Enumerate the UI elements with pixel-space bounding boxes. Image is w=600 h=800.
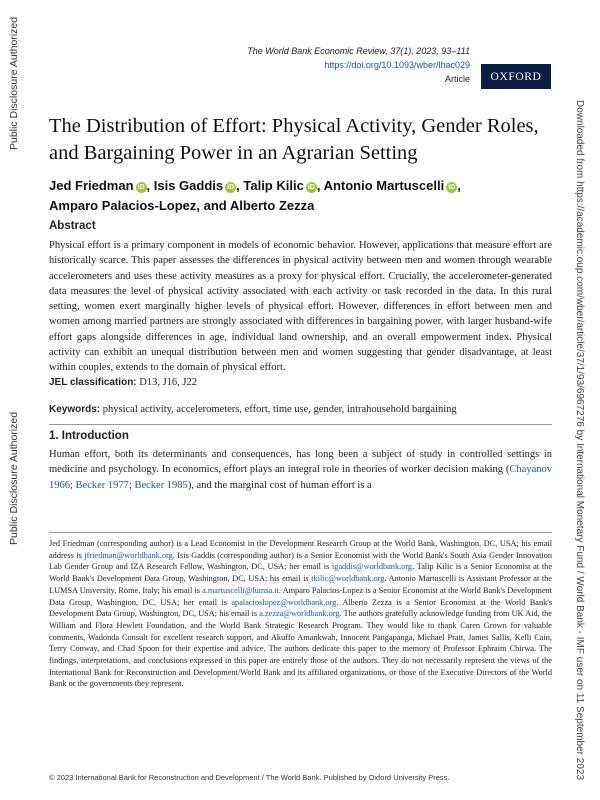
author-list: Jed Friedman iD , Isis Gaddis iD , Talip Kilic iD , Antonio Martuscelli iD , Amparo Palacios-Lopez, and Alberto Zezza bbox=[49, 178, 461, 213]
section-heading: 1. Introduction bbox=[49, 430, 129, 442]
doi-link[interactable]: https://doi.org/10.1093/wber/lhac029 bbox=[324, 60, 470, 70]
email-link[interactable]: a.zezza@worldbank.org bbox=[259, 609, 340, 619]
journal-citation: The World Bank Economic Review, 37(1), 2023, 93–111 bbox=[247, 46, 470, 56]
footnote-text: . Talip Kilic is a Senior Economist at the World Bank's Development Data Group, Washington, DC, USA; his email is bbox=[49, 562, 552, 584]
author-name: Jed Friedman bbox=[49, 178, 134, 193]
email-link[interactable]: a.martuscelli@lumsa.it bbox=[202, 585, 279, 595]
download-notice: Downloaded from https://academic.oup.com/wber/article/37/1/93/6967276 by International Monetary Fund / World Bank - IMF user on 11 September 2023 bbox=[574, 100, 585, 780]
citation-link[interactable]: Becker 1977 bbox=[75, 479, 129, 491]
copyright-notice: © 2023 International Bank for Reconstruction and Development / The World Bank. Published by Oxford University Press. bbox=[49, 773, 450, 782]
article-type: Article bbox=[444, 74, 470, 84]
orcid-icon[interactable]: iD bbox=[448, 184, 456, 191]
oxford-logo: OXFORD bbox=[481, 64, 551, 89]
footnote-text: . Antonio Martuscelli is Assistant Professor at the LUMSA University, Rome, Italy; his email is bbox=[49, 574, 552, 595]
separator: ; bbox=[128, 479, 135, 491]
citation-link[interactable]: Chayanov 1966 bbox=[49, 464, 552, 491]
footnote-text: . The authors gratefully acknowledge funding from UK Aid, the William and Flora Hewlett Foundation, and the World Bank Strategic Research Program. They would like to thank Caren Grown for valuable comments, Wadonda Consult for excellent research support, and Akuffo Amankwah, Innocent Pangapanga, Michael Pratt, James Sallis, Kelli Cain, Terry Conway, and Chad Spoon for their expertise and advice. The authors dedicate this paper to the memory of Professor Ephraim Chirwa. The findings, interpretations, and conclusions expressed in this paper are entirely those of the authors. They do not necessarily represent the views of the International Bank for Reconstruction and Development/World Bank and its affiliated organizations, or those of the Executive Directors of the World Bank or the governments they represent. bbox=[49, 609, 552, 689]
footnote-text: . Amparo Palacios-Lopez is a Senior Economist at the World Bank's Development Data Group, Washington, DC, USA; her email is bbox=[49, 585, 553, 607]
separator: ; bbox=[70, 479, 76, 491]
side-watermark-top: Public Disclosure Authorized bbox=[8, 16, 20, 150]
intro-text: Human effort, both its determinants and consequences, has long been a subject of study in controlled settings in medicine and psychology. In economics, effort plays an integral role in theories of worker decision making ( bbox=[49, 449, 552, 476]
jel-codes: D13, J16, J22 bbox=[139, 377, 198, 388]
author-footnote bbox=[49, 538, 552, 690]
footnote-divider bbox=[49, 532, 552, 533]
footnote-text: Jed Friedman (corresponding author) is a Lead Economist in the Development Research Group at the World Bank, Washington, DC, USA; his email address is bbox=[49, 539, 552, 560]
email-link[interactable]: igaddis@worldbank.org bbox=[332, 562, 413, 572]
email-link[interactable]: apalacioslopez@worldbank.org bbox=[231, 597, 337, 607]
keywords-value: physical activity, accelerometers, effort, time use, gender, intrahousehold bargaining bbox=[102, 404, 457, 415]
intro-text: ), and the marginal cost of human effort is a bbox=[187, 479, 372, 491]
author-name: Amparo Palacios-Lopez, and Alberto Zezza bbox=[49, 198, 315, 213]
keywords-label: Keywords: bbox=[49, 404, 101, 415]
abstract-heading: Abstract bbox=[49, 220, 96, 232]
citation-link[interactable]: Becker 1985 bbox=[134, 479, 188, 491]
orcid-icon[interactable]: iD bbox=[227, 184, 235, 191]
author-name: Antonio Martuscelli bbox=[323, 178, 445, 193]
email-link[interactable]: tkilic@worldbank.org bbox=[311, 574, 385, 584]
orcid-icon[interactable]: iD bbox=[307, 184, 315, 191]
footnote-text: . Alberto Zezza is a Senior Economist at the World Bank's Development Data Group, Washington, DC, USA; his email is bbox=[49, 597, 552, 619]
jel-classification bbox=[49, 377, 197, 388]
intro-paragraph bbox=[49, 447, 552, 493]
divider bbox=[49, 424, 552, 425]
abstract-text: Physical effort is a primary component in models of economic behavior. However, applications that measure effort are historically scarce. This paper assesses the differences in physical activity between men and women through wearable accelerometers and uses these activity measures as a proxy for physical effort. Crucially, the accelerometer-generated data measures the level of physical activity associated with each activity or task recorded in the data. In this rural setting, women exert marginally higher levels of physical effort. However, differences in effort between men and women among married partners are strongly associated with differences in bargaining power, with larger husband-wife effort gaps alongside differences in age, individual land ownership, and an overall empowerment index. Physical activity can exhibit an unequal distribution between men and women suggesting that gender disadvantage, at least within couples, extends to the domain of physical effort. bbox=[49, 240, 552, 374]
author-name: Talip Kilic bbox=[243, 178, 304, 193]
orcid-icon[interactable]: iD bbox=[137, 184, 145, 191]
paper-title: The Distribution of Effort: Physical Activity, Gender Roles, and Bargaining Power in an Agrarian Setting bbox=[49, 115, 539, 164]
author-name: Isis Gaddis bbox=[153, 178, 224, 193]
side-watermark-bottom: Public Disclosure Authorized bbox=[8, 411, 20, 545]
jel-label: JEL classification: bbox=[49, 377, 137, 388]
journal-header bbox=[247, 44, 470, 86]
email-link[interactable]: jfriedman@worldbank.org bbox=[84, 550, 173, 560]
keywords bbox=[49, 404, 457, 415]
footnote-text: . Isis Gaddis (corresponding author) is a Senior Economist with the World Bank's South Asia Gender Innovation Lab Gender Group and IZA Research Fellow, Washington, DC, USA; her email is bbox=[49, 550, 552, 572]
